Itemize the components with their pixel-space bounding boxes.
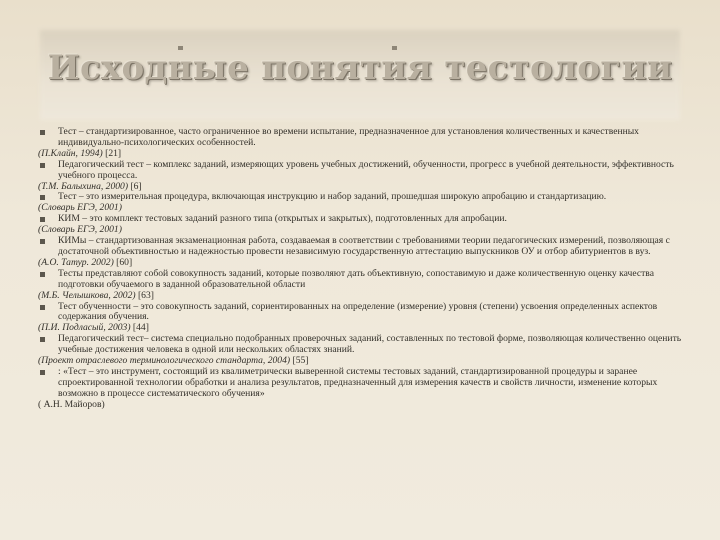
source-author: (Проект отраслевого терминологического стандарта, 2004) xyxy=(38,355,291,367)
definition-item xyxy=(38,160,686,182)
definition-item xyxy=(38,269,686,291)
definition-text: КИМы – стандартизованная экзаменационная работа, создаваемая в соответствии с требованиями теории педагогических измерений, позволяющая с достаточной объективностью и надежностью провести независимую государственную аттестацию выпускников ОУ и отбор абитуриентов в вуз. xyxy=(58,235,670,257)
source-author: (А.О. Татур. 2002) xyxy=(38,256,114,268)
definition-item xyxy=(38,214,686,225)
source-author: (Т.М. Балыхина, 2000) xyxy=(38,180,129,192)
definition-item xyxy=(38,236,686,258)
bullet-square-icon xyxy=(40,163,45,168)
bullet-square-icon xyxy=(40,195,45,200)
definition-item xyxy=(38,192,686,203)
bullet-square-icon xyxy=(40,130,45,135)
source-ref: ( А.Н. Майоров) xyxy=(38,398,105,410)
definitions-list xyxy=(38,127,686,411)
definition-text: Тест – это измерительная процедура, включающая инструкцию и набор заданий, прошедшая широкую апробацию и стандартизацию. xyxy=(58,191,607,203)
definition-item xyxy=(38,367,686,400)
source-author: (П.Клайн, 1994) xyxy=(38,147,103,159)
definition-text: Тест обученности – это совокупность заданий, сориентированных на определение (измерение) уровня (степени) усвоения определенных аспектов содержания обучения. xyxy=(58,300,658,323)
definition-item xyxy=(38,334,686,356)
definition-text: КИМ – это комплект тестовых заданий разного типа (открытых и закрытых), подготовленных для апробации. xyxy=(58,213,507,225)
definition-source xyxy=(38,400,686,411)
source-author: (М.Б. Челышкова, 2002) xyxy=(38,289,136,301)
source-author: (Словарь ЕГЭ, 2001) xyxy=(38,202,122,214)
definition-text: Тест – стандартизированное, часто ограниченное во времени испытание, предназначенное для установления количественных и качественных индивидуально-психологических особенностей. xyxy=(58,126,639,148)
definition-text: Педагогический тест – комплекс заданий, измеряющих уровень учебных достижений, обученности, прогресс в учебной деятельности, эффективность учебного процесса. xyxy=(58,158,674,181)
source-ref: [6] xyxy=(128,180,142,192)
slide-title: Исходные понятия тестологии xyxy=(47,48,673,88)
definition-text: Педагогический тест– система специально подобранных проверочных заданий, составленных по тестовой форме, позволяющая количественно оценить учебные достижения человека в одной или нескольких областях знаний. xyxy=(58,333,682,356)
definition-text: Тесты представляют собой совокупность заданий, которые позволяют дать объективную, сопоставимую и даже количественную оценку качества подготовки обучаемого в заданной образовательной области xyxy=(58,267,654,290)
source-author: (Словарь ЕГЭ, 2001) xyxy=(38,224,122,236)
source-ref: [60] xyxy=(113,256,133,268)
source-ref: [21] xyxy=(102,147,122,159)
source-ref: [44] xyxy=(130,322,149,334)
source-author: (П.И. Подласый, 2003) xyxy=(38,322,131,334)
definition-item xyxy=(38,302,686,324)
bullet-square-icon xyxy=(40,217,45,222)
bullet-square-icon xyxy=(40,272,45,277)
bullet-square-icon xyxy=(40,370,45,375)
bullet-square-icon xyxy=(40,305,45,310)
source-ref: [55] xyxy=(290,355,309,367)
definition-item xyxy=(38,127,686,149)
bullet-square-icon xyxy=(40,337,45,342)
definition-text: : «Тест – это инструмент, состоящий из квалиметрически выверенной системы тестовых заданий, стандартизированной процедуры и заранее спроектированной технологии обработки и анализа результатов, предназначенный для измерения качеств и свойств личности, изменение которых возможно в процессе систематического обучения» xyxy=(58,365,658,399)
source-ref: [63] xyxy=(135,289,154,301)
bullet-square-icon xyxy=(40,239,45,244)
